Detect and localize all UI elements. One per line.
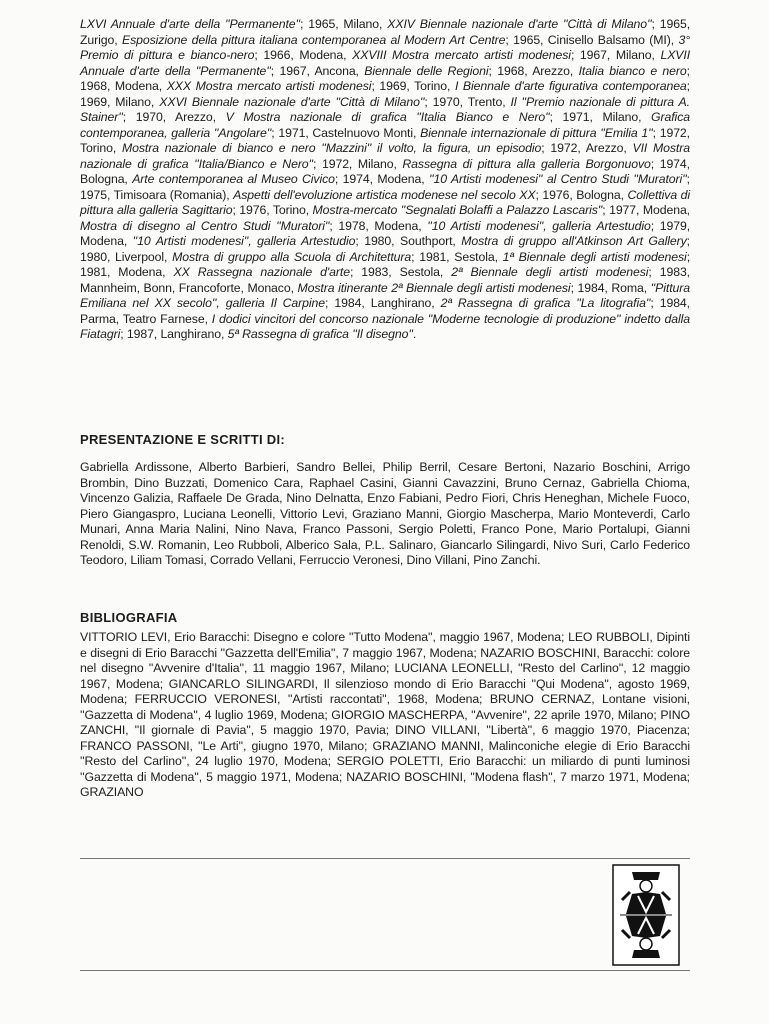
exhibition-place-date: ; 1965, Cinisello Balsamo (MI), bbox=[505, 32, 679, 47]
exhibition-title: ''10 Artisti modenesi'' al Centro Studi ''Muratori'' bbox=[428, 172, 687, 186]
exhibition-title: Mostra di gruppo alla Scuola di Architettura bbox=[172, 249, 412, 264]
divider-rule-top bbox=[80, 858, 690, 859]
exhibition-title: XX Rassegna nazionale d'arte bbox=[173, 265, 350, 279]
exhibition-place-date: ; 1984, Langhirano, bbox=[325, 296, 441, 310]
bibliografia-body: VITTORIO LEVI, Erio Baracchi: Disegno e colore ''Tutto Modena'', maggio 1967, Modena; LEO RUBBOLI, Dipinti e disegni di Erio Baracchi ''Gazzetta dell'Emilia'', 7 maggio 1967, Modena; NAZARIO BOSCHINI, Baracchi: colore nel disegno ''Avvenire d'Italia'', 11 maggio 1967, Milano; LUCIANA LEONELLI, ''Resto del Carlino'', 12 maggio 1967, Modena; GIANCARLO SILINGARDI, Il silenzioso mondo di Erio Baracchi ''Qui Modena'', agosto 1969, Modena; FERRUCCIO VERONESI, ''Artisti raccontati'', 1968, Modena; BRUNO CERNAZ, Lontane visioni, ''Gazzetta di Modena'', 4 luglio 1969, Modena; GIORGIO MASCHERPA, ''Avvenire'', 22 aprile 1970, Milano; PINO ZANCHI, ''Il giornale di Pavia'', 5 maggio 1970, Pavia; DINO VILLANI, ''Libertà'', 6 maggio 1970, Piacenza; FRANCO PASSONI, ''Le Arti'', giugno 1970, Milano; GRAZIANO MANNI, Malinconiche elegie di Erio Baracchi ''Resto del Carlino'', 24 luglio 1970, Modena; SERGIO POLETTI, Erio Baracchi: un miliardo di punti luminosi ''Gazzetta di Modena'', 5 maggio 1971, Modena; NAZARIO BOSCHINI, ''Modena flash'', 7 marzo 1971, Modena; GRAZIANO bbox=[80, 630, 690, 799]
jack-playing-card-emblem-icon bbox=[612, 864, 680, 966]
bibliografia-heading: BIBLIOGRAFIA bbox=[80, 610, 178, 625]
exhibition-title: XXX Mostra mercato artisti modenesi bbox=[166, 79, 372, 93]
exhibition-place-date: ; 1972, Torino, bbox=[80, 125, 690, 155]
exhibition-title: Esposizione della pittura italiana contemporanea al Modern Art Centre bbox=[121, 32, 506, 47]
exhibition-place-date: ; 1972, Milano, bbox=[313, 156, 403, 171]
exhibition-title: ''Pittura Emiliana nel XX secolo'', galleria Il Carpine bbox=[80, 280, 690, 310]
exhibition-title: Mostra-mercato ''Segnalati Bolaffi a Palazzo Lascaris'' bbox=[312, 203, 603, 217]
exhibition-title: I dodici vincitori del concorso nazionale ''Moderne tecnologie di produzione'' indetto dalla Fiatagri bbox=[80, 311, 690, 341]
exhibition-title: XXIV Biennale nazionale d'arte ''Città di Milano'' bbox=[387, 17, 652, 31]
exhibition-title: VII Mostra nazionale di grafica ''Italia/Bianco e Nero'' bbox=[80, 141, 690, 171]
exhibition-title: I Biennale d'arte figurativa contemporanea bbox=[454, 79, 687, 93]
exhibition-place-date: . bbox=[412, 327, 417, 341]
exhibition-place-date: ; 1967, Ancona, bbox=[270, 63, 365, 78]
exhibition-place-date: ; 1971, Castelnuovo Monti, bbox=[271, 125, 421, 140]
exhibition-title: Italia bianco e nero bbox=[578, 63, 687, 78]
exhibition-place-date: ; 1980, Southport, bbox=[355, 234, 462, 248]
exhibition-title: ''10 Artisti modenesi'', galleria Artestudio bbox=[132, 234, 356, 248]
exhibition-title: Rassegna di pittura alla galleria Borgonuovo bbox=[402, 156, 651, 171]
exhibition-place-date: ; 1969, Torino, bbox=[371, 79, 455, 93]
exhibition-place-date: ; 1965, Zurigo, bbox=[80, 17, 691, 47]
exhibition-place-date: ; 1968, Modena, bbox=[80, 63, 690, 93]
exhibition-place-date: ; 1974, Modena, bbox=[334, 172, 429, 186]
exhibition-title: LXVII Annuale d'arte della ''Permanente'' bbox=[80, 48, 691, 78]
exhibition-place-date: ; 1972, Arezzo, bbox=[541, 141, 633, 155]
exhibition-place-date: ; 1979, Modena, bbox=[80, 218, 691, 248]
exhibitions-paragraph bbox=[80, 17, 690, 343]
exhibition-title: 3° Premio di pittura e bianco-nero bbox=[80, 32, 691, 62]
exhibition-title: Biennale delle Regioni bbox=[364, 63, 489, 78]
exhibition-title: ''10 Artisti modenesi'', galleria Artestudio bbox=[427, 218, 651, 233]
exhibition-place-date: ; 1981, Sestola, bbox=[411, 249, 503, 264]
exhibition-place-date: ; 1969, Milano, bbox=[80, 79, 690, 109]
exhibition-place-date: ; 1970, Trento, bbox=[424, 94, 511, 109]
exhibition-place-date: ; 1970, Arezzo, bbox=[122, 110, 226, 124]
exhibition-title: 2ª Biennale degli artisti modenesi bbox=[451, 265, 649, 279]
exhibition-place-date: ; 1975, Timisoara (Romania), bbox=[80, 172, 690, 202]
exhibition-title: Grafica contemporanea, galleria ''Angolare'' bbox=[80, 110, 690, 140]
exhibition-title: Aspetti dell'evoluzione artistica modenese nel secolo XX bbox=[233, 187, 536, 202]
exhibition-title: 1ª Biennale degli artisti modenesi bbox=[502, 249, 687, 264]
exhibition-place-date: ; 1967, Milano, bbox=[570, 48, 661, 62]
exhibition-place-date: ; 1976, Torino, bbox=[232, 203, 313, 217]
exhibition-title: 5ª Rassegna di grafica ''Il disegno'' bbox=[227, 327, 413, 341]
exhibition-title: Il ''Premio nazionale di pittura A. Stainer'' bbox=[80, 94, 690, 124]
exhibition-title: Biennale internazionale di pittura ''Emilia 1'' bbox=[420, 125, 653, 140]
exhibition-place-date: ; 1987, Langhirano, bbox=[120, 327, 228, 341]
divider-rule-bottom bbox=[80, 970, 690, 971]
exhibition-place-date: ; 1983, Mannheim, Bonn, Francoforte, Monaco, bbox=[80, 265, 691, 295]
exhibition-title: LXVI Annuale d'arte della ''Permanente'' bbox=[80, 17, 301, 31]
exhibition-place-date: ; 1974, Bologna, bbox=[80, 156, 690, 186]
exhibition-place-date: ; 1984, Parma, Teatro Farnese, bbox=[80, 296, 690, 326]
exhibition-place-date: ; 1984, Roma, bbox=[570, 280, 651, 295]
exhibition-place-date: ; 1978, Modena, bbox=[329, 218, 428, 233]
exhibition-title: XXVIII Mostra mercato artisti modenesi bbox=[352, 48, 571, 62]
exhibition-title: Mostra itinerante 2ª Biennale degli artisti modenesi bbox=[297, 280, 571, 295]
exhibition-title: XXVI Biennale nazionale d'arte ''Città di Milano'' bbox=[159, 94, 425, 109]
exhibition-title: Mostra di gruppo all'Atkinson Art Gallery bbox=[461, 234, 687, 248]
exhibition-place-date: ; 1965, Milano, bbox=[300, 17, 388, 31]
exhibition-place-date: ; 1980, Liverpool, bbox=[80, 234, 690, 264]
exhibition-place-date: ; 1981, Modena, bbox=[80, 249, 691, 279]
exhibition-place-date: ; 1977, Modena, bbox=[602, 203, 690, 217]
presentazione-heading: PRESENTAZIONE E SCRITTI DI: bbox=[80, 432, 286, 447]
exhibition-place-date: ; 1966, Modena, bbox=[254, 48, 353, 62]
exhibition-title: 2ª Rassegna di grafica ''La litografia'' bbox=[440, 296, 651, 310]
exhibition-title: Collettiva di pittura alla galleria Sagittario bbox=[80, 187, 690, 217]
exhibition-title: Arte contemporanea al Museo Civico bbox=[132, 172, 335, 186]
exhibition-place-date: ; 1968, Arezzo, bbox=[488, 63, 579, 78]
exhibition-place-date: ; 1976, Bologna, bbox=[535, 187, 628, 202]
presentazione-body: Gabriella Ardissone, Alberto Barbieri, Sandro Bellei, Philip Berril, Cesare Bertoni, Nazario Boschini, Arrigo Brombin, Dino Buzzati, Domenico Cara, Raphael Casini, Gianni Cavazzini, Bruno Cernaz, Gabriella Chioma, Vincenzo Galizia, Raffaele De Grada, Nino Delnatta, Enzo Fabiani, Pedro Fiori, Chris Heneghan, Michele Fuoco, Piero Giangaspro, Luciana Leonelli, Vittorio Levi, Graziano Manni, Giorgio Mascherpa, Mario Monteverdi, Carlo Munari, Anna Maria Nalini, Nino Nava, Franco Passoni, Sergio Poletti, Franco Pone, Mario Portalupi, Gianni Renoldi, S.W. Romanin, Leo Rubboli, Alberico Sala, P.L. Salinaro, Giancarlo Silingardi, Nivo Suri, Carlo Federico Teodoro, Liliam Tomasi, Corrado Vellani, Ferruccio Veronesi, Dino Villani, Pino Zanchi. bbox=[80, 460, 690, 567]
exhibition-place-date: ; 1983, Sestola, bbox=[349, 265, 452, 279]
exhibition-title: V Mostra nazionale di grafica ''Italia Bianco e Nero'' bbox=[225, 110, 550, 124]
exhibition-title: Mostra nazionale di bianco e nero ''Mazzini'' il volto, la figura, un episodio bbox=[121, 141, 542, 155]
exhibition-title: Mostra di disegno al Centro Studi ''Muratori'' bbox=[80, 218, 330, 233]
exhibition-place-date: ; 1971, Milano, bbox=[549, 110, 652, 124]
